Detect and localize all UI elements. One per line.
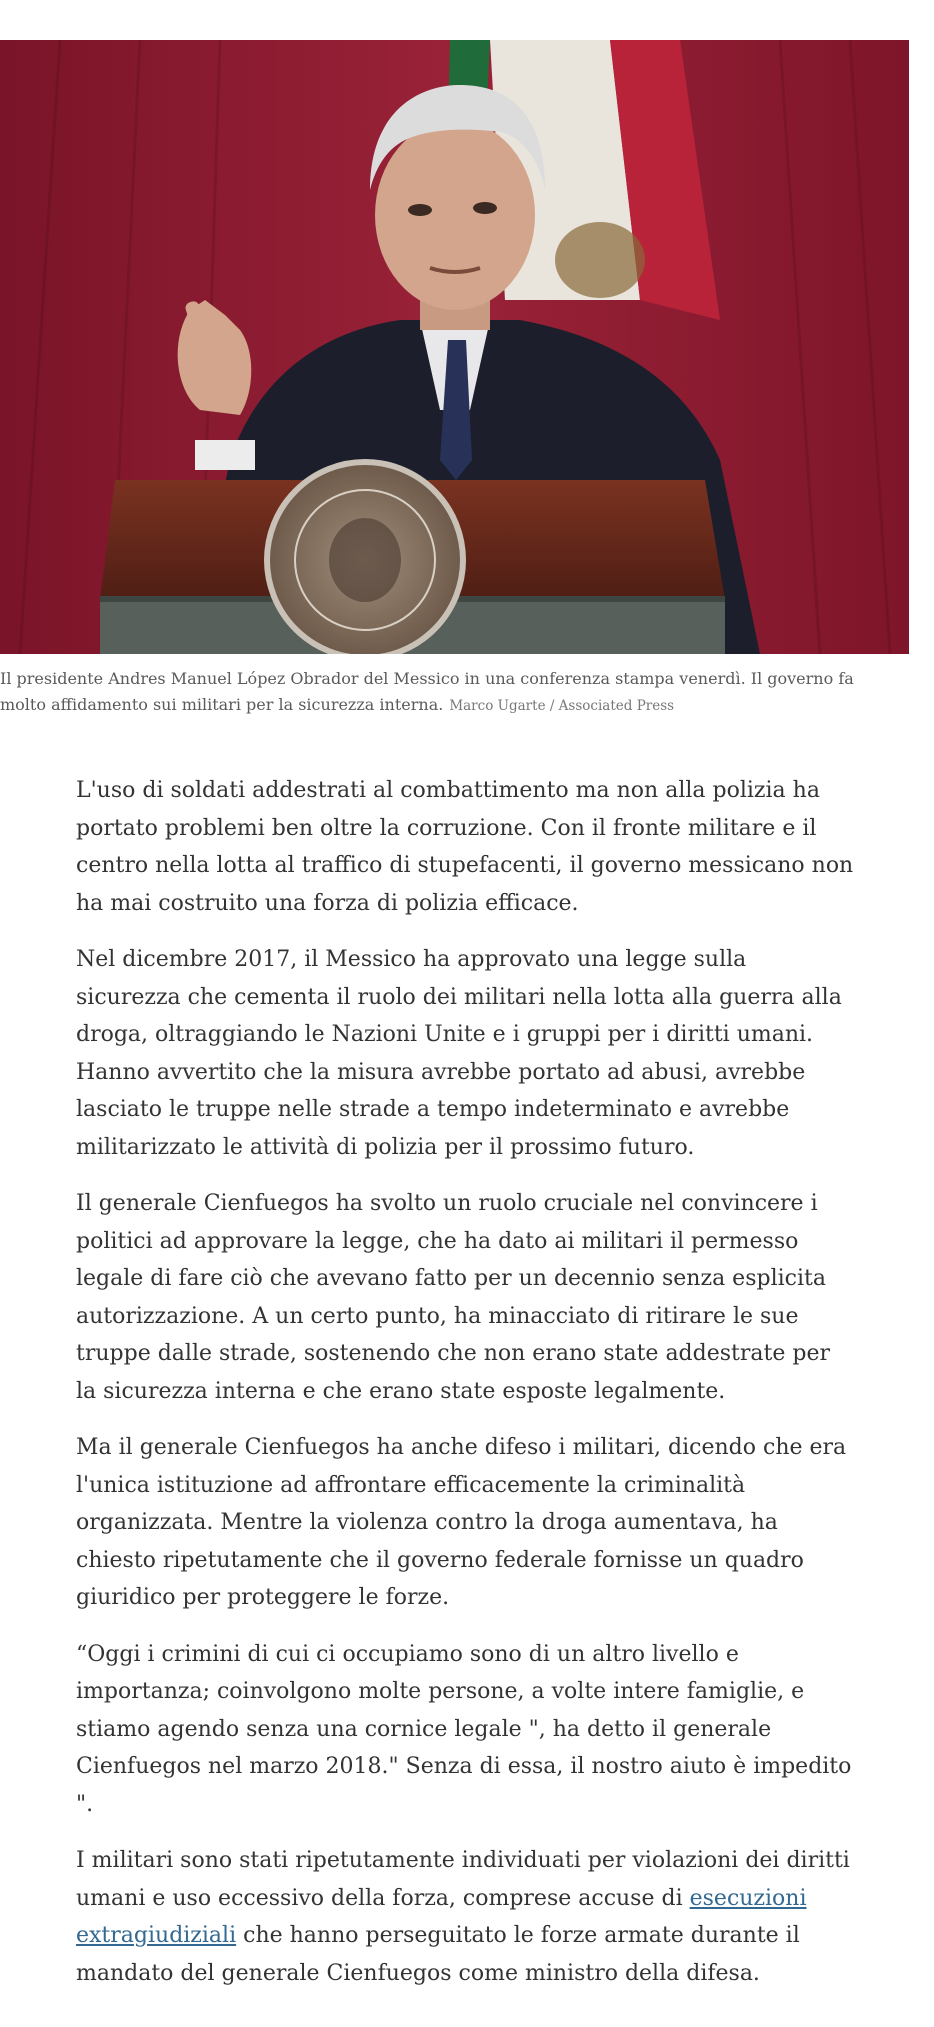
- paragraph-5: “Oggi i crimini di cui ci occupiamo sono di un altro livello e importanza; coinvolgono molte persone, a volte intere famiglie, e stiamo agendo senza una cornice legale ", ha detto il generale Cienfuegos nel marzo 2018." Senza di essa, il nostro aiuto è impedito ".: [76, 1641, 852, 1817]
- extrajudicial-executions-link[interactable]: esecuzioni extragiudiziali: [76, 1885, 807, 1948]
- paragraph-1: L'uso di soldati addestrati al combattimento ma non alla polizia ha portato problemi ben oltre la corruzione. Con il fronte militare e il centro nella lotta al traffico di stupefacenti, il governo messicano non ha mai costruito una forza di polizia efficace.: [76, 778, 854, 916]
- paragraph-6-text-before: I militari sono stati ripetutamente individuati per violazioni dei diritti umani e uso eccessivo della forza, comprese accuse di: [76, 1848, 850, 1911]
- paragraph-6-text-after: che hanno perseguitato le forze armate durante il mandato del generale Cienfuegos come ministro della difesa.: [76, 1923, 800, 1986]
- paragraph-6: [76, 1842, 856, 1992]
- photo-credit: Marco Ugarte / Associated Press: [449, 698, 675, 714]
- photo-president-at-podium-icon: [0, 40, 909, 654]
- paragraph-3: Il generale Cienfuegos ha svolto un ruolo cruciale nel convincere i politici ad approvare la legge, che ha dato ai militari il permesso legale di fare ciò che avevano fatto per un decennio senza esplicita autorizzazione. A un certo punto, ha minacciato di ritirare le sue truppe dalle strade, sostenendo che non erano state addestrate per la sicurezza interna e che erano state esposte legalmente.: [76, 1191, 830, 1404]
- article-photo: [0, 40, 909, 654]
- paragraph-4: Ma il generale Cienfuegos ha anche difeso i militari, dicendo che era l'unica istituzione ad affrontare efficacemente la criminalità organizzata. Mentre la violenza contro la droga aumentava, ha chiesto ripetutamente che il governo federale fornisse un quadro giuridico per proteggere le forze.: [76, 1435, 847, 1610]
- article-body: [76, 772, 856, 2011]
- paragraph-2: Nel dicembre 2017, il Messico ha approvato una legge sulla sicurezza che cementa il ruolo dei militari nella lotta alla guerra alla droga, oltraggiando le Nazioni Unite e i gruppi per i diritti umani. Hanno avvertito che la misura avrebbe portato ad abusi, avrebbe lasciato le truppe nelle strade a tempo indeterminato e avrebbe militarizzato le attività di polizia per il prossimo futuro.: [76, 947, 842, 1160]
- caption-text: Il presidente Andres Manuel López Obrador del Messico in una conferenza stampa venerdì. Il governo fa molto affidamento sui militari per la sicurezza interna.: [0, 669, 854, 714]
- photo-caption: [0, 666, 900, 719]
